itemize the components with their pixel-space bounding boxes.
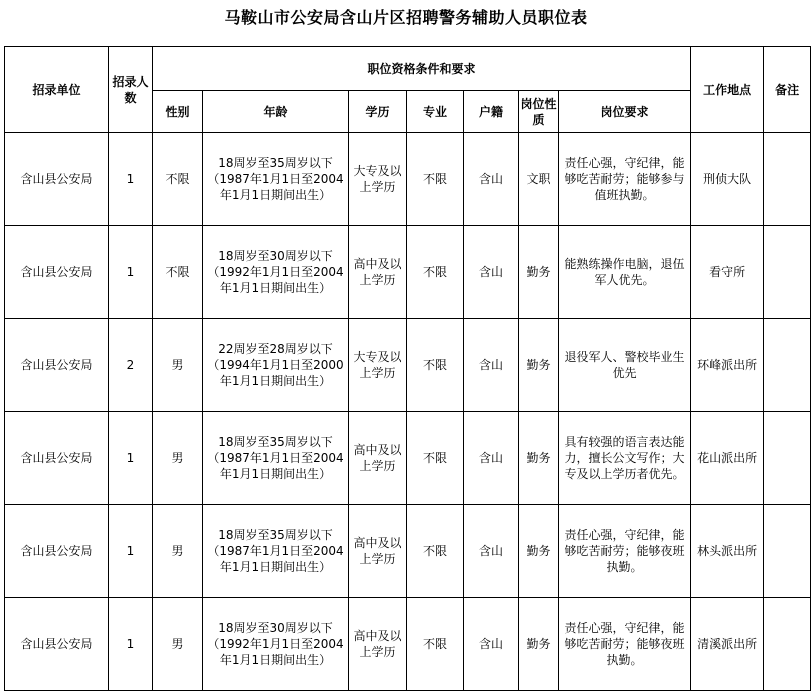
cell-requirements: 能熟练操作电脑，退伍军人优先。	[559, 226, 691, 319]
table-row	[5, 412, 811, 505]
cell-unit: 含山县公安局	[5, 505, 109, 598]
cell-hukou: 含山	[464, 319, 519, 412]
cell-unit: 含山县公安局	[5, 598, 109, 691]
header-hukou: 户籍	[464, 91, 519, 133]
header-education: 学历	[349, 91, 407, 133]
cell-count: 1	[109, 505, 153, 598]
cell-remarks	[764, 505, 811, 598]
header-nature: 岗位性质	[519, 91, 559, 133]
cell-age: 18周岁至35周岁以下（1987年1月1日至2004年1月1日期间出生）	[203, 505, 349, 598]
table-row	[5, 319, 811, 412]
cell-unit: 含山县公安局	[5, 226, 109, 319]
cell-gender: 男	[153, 412, 203, 505]
page-title: 马鞍山市公安局含山片区招聘警务辅助人员职位表	[224, 8, 588, 27]
cell-hukou: 含山	[464, 598, 519, 691]
cell-major: 不限	[407, 319, 464, 412]
cell-age: 22周岁至28周岁以下（1994年1月1日至2000年1月1日期间出生）	[203, 319, 349, 412]
cell-unit: 含山县公安局	[5, 412, 109, 505]
cell-nature: 勤务	[519, 226, 559, 319]
cell-unit: 含山县公安局	[5, 133, 109, 226]
cell-education: 高中及以上学历	[349, 505, 407, 598]
cell-gender: 男	[153, 505, 203, 598]
cell-education: 高中及以上学历	[349, 598, 407, 691]
cell-age: 18周岁至30周岁以下（1992年1月1日至2004年1月1日期间出生）	[203, 226, 349, 319]
header-gender: 性别	[153, 91, 203, 133]
cell-nature: 勤务	[519, 412, 559, 505]
table-row	[5, 598, 811, 691]
cell-location: 林头派出所	[691, 505, 764, 598]
cell-major: 不限	[407, 133, 464, 226]
cell-gender: 男	[153, 598, 203, 691]
header-requirements: 岗位要求	[559, 91, 691, 133]
cell-nature: 勤务	[519, 319, 559, 412]
cell-remarks	[764, 133, 811, 226]
cell-requirements: 责任心强，守纪律，能够吃苦耐劳；能够参与值班执勤。	[559, 133, 691, 226]
header-major: 专业	[407, 91, 464, 133]
header-qualifications: 职位资格条件和要求	[153, 47, 691, 91]
positions-table	[4, 46, 811, 691]
header-row-1	[5, 47, 811, 91]
header-count: 招录人数	[109, 47, 153, 133]
cell-requirements: 责任心强，守纪律，能够吃苦耐劳；能够夜班执勤。	[559, 598, 691, 691]
header-remarks: 备注	[764, 47, 811, 133]
cell-count: 2	[109, 319, 153, 412]
cell-count: 1	[109, 412, 153, 505]
table-row	[5, 226, 811, 319]
header-location: 工作地点	[691, 47, 764, 133]
cell-location: 环峰派出所	[691, 319, 764, 412]
cell-remarks	[764, 598, 811, 691]
cell-remarks	[764, 412, 811, 505]
cell-education: 大专及以上学历	[349, 133, 407, 226]
header-unit: 招录单位	[5, 47, 109, 133]
cell-hukou: 含山	[464, 412, 519, 505]
cell-requirements: 责任心强，守纪律，能够吃苦耐劳；能够夜班执勤。	[559, 505, 691, 598]
cell-requirements: 退役军人、警校毕业生优先	[559, 319, 691, 412]
cell-gender: 不限	[153, 226, 203, 319]
cell-count: 1	[109, 226, 153, 319]
cell-nature: 文职	[519, 133, 559, 226]
cell-age: 18周岁至35周岁以下（1987年1月1日至2004年1月1日期间出生）	[203, 133, 349, 226]
cell-hukou: 含山	[464, 133, 519, 226]
cell-remarks	[764, 226, 811, 319]
cell-hukou: 含山	[464, 226, 519, 319]
cell-remarks	[764, 319, 811, 412]
cell-gender: 男	[153, 319, 203, 412]
cell-major: 不限	[407, 226, 464, 319]
cell-major: 不限	[407, 412, 464, 505]
table-row	[5, 505, 811, 598]
cell-count: 1	[109, 133, 153, 226]
cell-gender: 不限	[153, 133, 203, 226]
cell-major: 不限	[407, 598, 464, 691]
cell-nature: 勤务	[519, 598, 559, 691]
cell-unit: 含山县公安局	[5, 319, 109, 412]
cell-hukou: 含山	[464, 505, 519, 598]
cell-count: 1	[109, 598, 153, 691]
cell-location: 刑侦大队	[691, 133, 764, 226]
cell-major: 不限	[407, 505, 464, 598]
cell-age: 18周岁至35周岁以下（1987年1月1日至2004年1月1日期间出生）	[203, 412, 349, 505]
cell-education: 高中及以上学历	[349, 226, 407, 319]
cell-age: 18周岁至30周岁以下（1992年1月1日至2004年1月1日期间出生）	[203, 598, 349, 691]
cell-education: 大专及以上学历	[349, 319, 407, 412]
cell-location: 看守所	[691, 226, 764, 319]
cell-location: 花山派出所	[691, 412, 764, 505]
header-age: 年龄	[203, 91, 349, 133]
cell-nature: 勤务	[519, 505, 559, 598]
cell-education: 高中及以上学历	[349, 412, 407, 505]
cell-location: 清溪派出所	[691, 598, 764, 691]
table-row	[5, 133, 811, 226]
cell-requirements: 具有较强的语言表达能力，擅长公文写作；大专及以上学历者优先。	[559, 412, 691, 505]
